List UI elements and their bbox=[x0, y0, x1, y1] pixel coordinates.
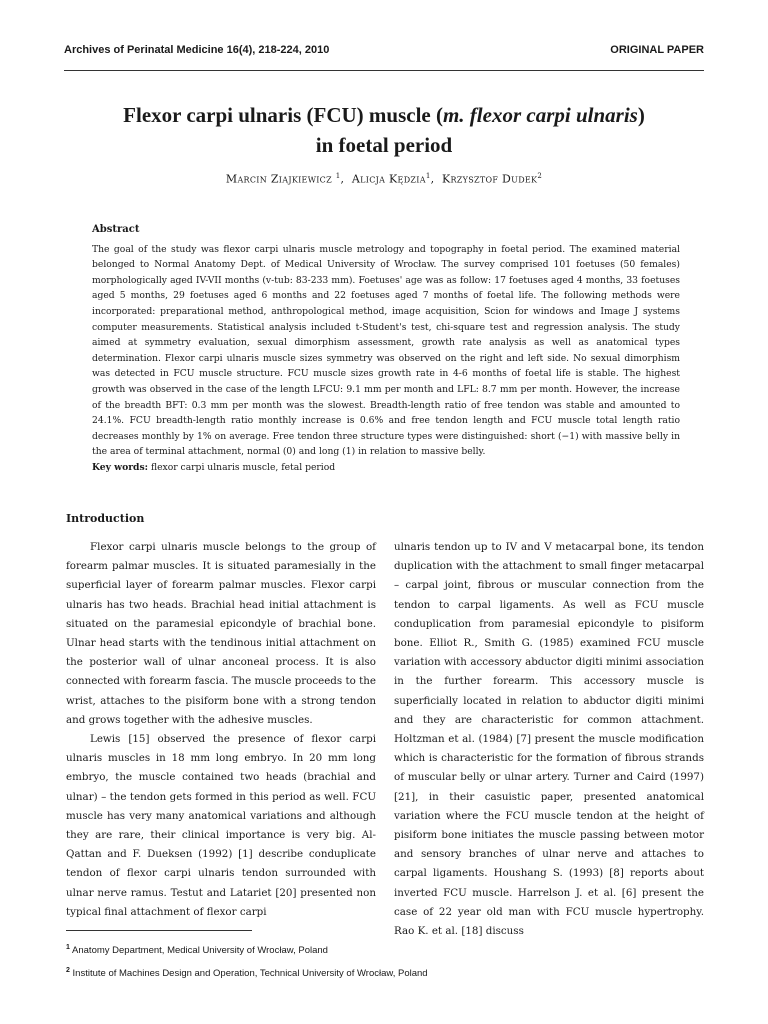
paragraph: Flexor carpi ulnaris muscle belongs to the group of forearm palmar muscles. It is situated paramesially in the superficial layer of forearm palmar muscles. Flexor carpi ulnaris has two heads. Brachial head initial attachment is situated on the paramesial epicondyle of brachial bone. Ulnar head starts with the tendinous initial attachment on the posterior wall of ulnar anconeal process. It is also connected with forearm fascia. The muscle proceeds to the wrist, attaches to the pisiform bone with a strong tendon and grows together with the adhesive muscles. bbox=[66, 541, 376, 726]
author-affiliation-mark: 2 bbox=[537, 172, 543, 180]
footnote bbox=[66, 961, 428, 984]
abstract-text: The goal of the study was flexor carpi ulnaris muscle metrology and topography in foetal period. The examined material belonged to Normal Anatomy Dept. of Medical University of Wrocław. The survey comprised 101 foetuses (50 females) morphologically aged IV-VII months (v-tub: 83-233 mm). Foetuses' age was as follow: 17 foetuses aged 4 months, 33 foetuses aged 5 months, 29 foetuses aged 6 months and 22 foetuses aged 7 months of foetal life. The following methods were incorporated: preparational method, anthropological method, image acquisition, Scion for windows and Image J systems computer measurements. Statistical analysis included t-Student's test, chi-square test and regression analysis. The study aimed at symmetry evaluation, sexual dimorphism assessment, growth rate analysis as well as anatomical types determination. Flexor carpi ulnaris muscle sizes symmetry was observed on the right and left side. No sexual dimorphism was detected in FCU muscle structure. FCU muscle sizes growth rate in 4-6 months of foetal life is stable. The highest growth was observed in the case of the length LFCU: 9.1 mm per month and LFL: 8.7 mm per month. However, the increase of the breadth BFT: 0.3 mm per month was the slowest. Breadth-length ratio of free tendon was stable and amounted to 24.1%. FCU breadth-length ratio monthly increase is 0.6% and free tendon length and FCU muscle total length ratio decreases monthly by 1% on average. Free tendon three structure types were distinguished: short (−1) with massive belly in the area of terminal attachment, normal (0) and long (1) in relation to massive belly. bbox=[92, 243, 680, 458]
abstract-heading: Abstract bbox=[92, 224, 140, 235]
section-heading-introduction: Introduction bbox=[66, 512, 145, 525]
footnote-mark: 2 bbox=[66, 967, 70, 975]
author-name: Alicja Kędzia bbox=[351, 172, 426, 186]
title-line-1 bbox=[60, 100, 708, 130]
article-title bbox=[60, 100, 708, 160]
keywords-text: flexor carpi ulnaris muscle, fetal period bbox=[150, 461, 336, 473]
author-name: Krzysztof Dudek bbox=[441, 172, 538, 186]
body-column-left bbox=[66, 538, 376, 922]
title-paren: ) bbox=[637, 103, 645, 127]
journal-citation: Archives of Perinatal Medicine 16(4), 218-224, 2010 bbox=[64, 44, 330, 56]
footnote-mark: 1 bbox=[66, 944, 70, 951]
author-affiliation-mark: 1 bbox=[335, 172, 341, 180]
footnote bbox=[66, 938, 428, 961]
body-column-right bbox=[394, 538, 704, 941]
footnote-text: Institute of Machines Design and Operation, Technical University of Wrocław, Poland bbox=[72, 968, 428, 980]
paper-type-label: ORIGINAL PAPER bbox=[610, 44, 704, 56]
paragraph: ulnaris tendon up to IV and V metacarpal bone, its tendon duplication with the attachment to small finger metacarpal – carpal joint, fibrous or muscular connection from the tendon to carpal ligaments. As well as FCU muscle conduplication from paramesial epicondyle to pisiform bone. Elliot R., Smith G. (1985) examined FCU muscle variation with accessory abductor digiti minimi association in the further forearm. This accessory muscle is superficially located in relation to abductor digiti minimi and they are characteristic for common attachment. Holtzman et al. (1984) [7] present the muscle modification which is characteristic for the formation of fibrous strands of muscular belly or ulnar artery. Turner and Caird (1997) [21], in their casuistic paper, presented anatomical variation where the FCU muscle tendon at the height of pisiform bone initiates the muscle passing between motor and sensory branches of ulnar nerve and attaches to carpal ligaments. Houshang S. (1993) [8] reports about inverted FCU muscle. Harrelson J. et al. [6] present the case of 22 year old man with FCU muscle hypertrophy. Rao K. et al. [18] discuss bbox=[394, 541, 704, 938]
title-line-2: in foetal period bbox=[315, 133, 453, 157]
author-affiliation-mark: 1 bbox=[425, 172, 431, 180]
footnotes bbox=[66, 938, 428, 984]
title-latin-name: m. flexor carpi ulnaris bbox=[442, 103, 638, 127]
abstract-section bbox=[92, 222, 680, 476]
author-name: Marcin Ziajkiewicz bbox=[225, 172, 332, 186]
journal-header bbox=[64, 44, 704, 71]
author-list: Marcin Ziajkiewicz $^1$, Alicja Kędzia$^1$, Krzysztof Dudek$^2$ bbox=[225, 172, 543, 186]
keywords-label: Key words: bbox=[92, 461, 149, 473]
title-text: Flexor carpi ulnaris (FCU) muscle ( bbox=[123, 103, 443, 127]
footnote-text: Anatomy Department, Medical University of Wrocław, Poland bbox=[72, 945, 328, 957]
paragraph: Lewis [15] observed the presence of flexor carpi ulnaris muscles in 18 mm long embryo. In 20 mm long embryo, the muscle contained two heads (brachial and ulnar) – the tendon gets formed in this period as well. FCU muscle has very many anatomical variations and although they are rare, their clinical importance is very big. Al-Qattan and F. Dueksen (1992) [1] describe conduplicate tendon of flexor carpi ulnaris tendon surrounded with ulnar nerve ramus. Testut and Latariet [20] presented non typical final attachment of flexor carpi bbox=[66, 733, 376, 918]
footnote-divider bbox=[66, 930, 252, 931]
keywords bbox=[92, 460, 680, 476]
